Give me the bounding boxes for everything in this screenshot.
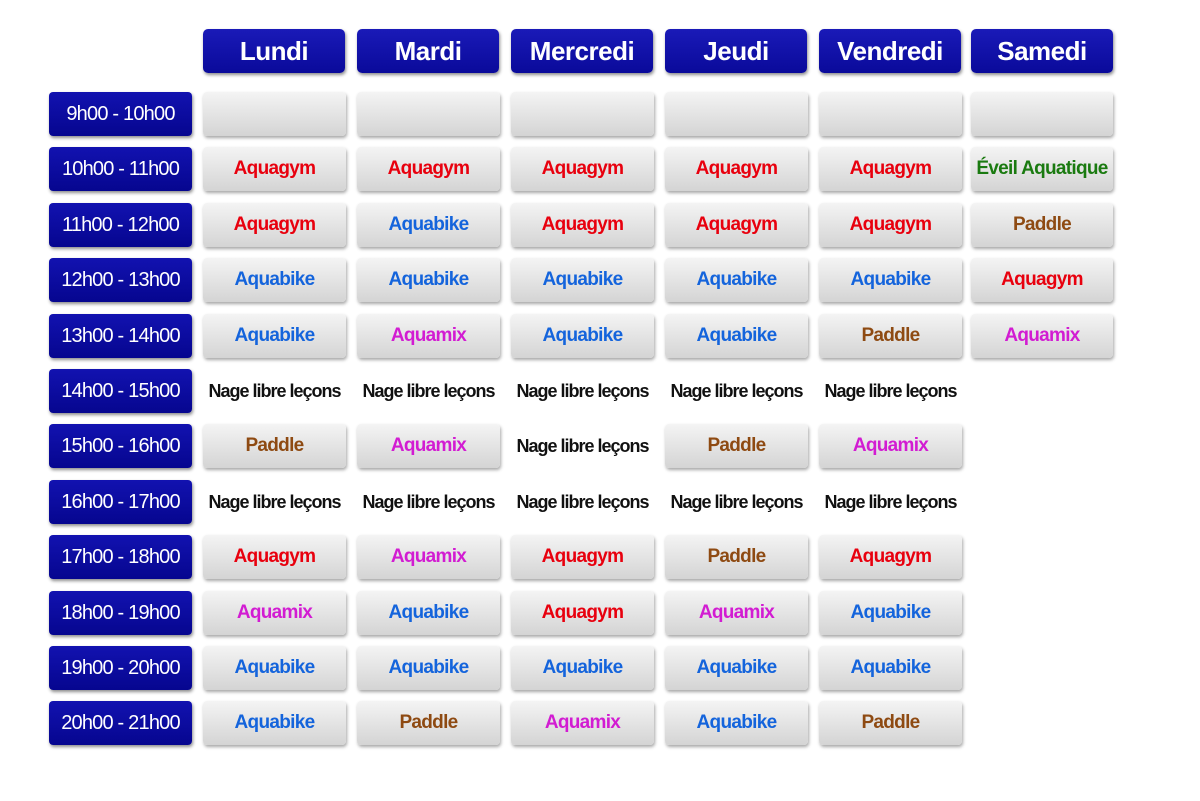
time-slot-label: 16h00 - 17h00 <box>49 480 192 524</box>
schedule-cell: Aquagym <box>511 203 654 247</box>
schedule-cell: Nage libre leçons <box>516 380 649 401</box>
schedule-cell: Aquagym <box>203 535 346 579</box>
day-header-1: Mardi <box>357 29 499 73</box>
schedule-cell: Aquagym <box>819 535 962 579</box>
time-slot-label: 13h00 - 14h00 <box>49 314 192 358</box>
schedule-cell: Paddle <box>819 701 962 745</box>
day-header-0: Lundi <box>203 29 345 73</box>
schedule-cell: Aquagym <box>665 203 808 247</box>
schedule-cell: Aquagym <box>819 147 962 191</box>
schedule-cell: Aquabike <box>203 701 346 745</box>
day-header-2: Mercredi <box>511 29 653 73</box>
schedule-cell: Aquabike <box>357 591 500 635</box>
schedule-cell: Aquagym <box>203 203 346 247</box>
time-slot-label: 14h00 - 15h00 <box>49 369 192 413</box>
schedule-cell: Paddle <box>357 701 500 745</box>
schedule-cell-empty <box>819 92 962 136</box>
schedule-cell: Aquamix <box>971 314 1113 358</box>
schedule-cell: Aquabike <box>357 646 500 690</box>
time-slot-label: 17h00 - 18h00 <box>49 535 192 579</box>
schedule-cell: Aquabike <box>203 314 346 358</box>
schedule-cell: Éveil Aquatique <box>971 147 1113 191</box>
day-header-4: Vendredi <box>819 29 961 73</box>
schedule-cell: Aquagym <box>971 258 1113 302</box>
schedule-cell: Aquabike <box>819 646 962 690</box>
schedule-cell: Aquabike <box>357 203 500 247</box>
schedule-cell: Paddle <box>971 203 1113 247</box>
schedule-cell: Aquamix <box>203 591 346 635</box>
schedule-cell: Nage libre leçons <box>208 491 341 512</box>
schedule-cell: Paddle <box>819 314 962 358</box>
schedule-cell: Aquamix <box>665 591 808 635</box>
schedule-cell: Nage libre leçons <box>824 380 957 401</box>
schedule-cell: Nage libre leçons <box>362 380 495 401</box>
schedule-cell: Nage libre leçons <box>362 491 495 512</box>
schedule-cell: Nage libre leçons <box>208 380 341 401</box>
schedule-cell-empty <box>971 92 1113 136</box>
schedule-cell: Aquamix <box>357 424 500 468</box>
time-slot-label: 19h00 - 20h00 <box>49 646 192 690</box>
time-slot-label: 12h00 - 13h00 <box>49 258 192 302</box>
schedule-cell: Aquabike <box>665 258 808 302</box>
schedule-cell: Nage libre leçons <box>516 435 649 456</box>
time-slot-label: 18h00 - 19h00 <box>49 591 192 635</box>
schedule-cell: Aquamix <box>819 424 962 468</box>
schedule-cell: Aquagym <box>511 535 654 579</box>
schedule-cell: Aquagym <box>357 147 500 191</box>
schedule-cell: Aquabike <box>203 646 346 690</box>
schedule-cell: Aquabike <box>357 258 500 302</box>
schedule-cell: Aquagym <box>511 147 654 191</box>
schedule-cell-empty <box>203 92 346 136</box>
day-header-3: Jeudi <box>665 29 807 73</box>
schedule-cell-empty <box>665 92 808 136</box>
schedule-cell: Aquabike <box>665 701 808 745</box>
schedule-cell: Aquabike <box>819 258 962 302</box>
time-slot-label: 20h00 - 21h00 <box>49 701 192 745</box>
schedule-cell: Aquagym <box>511 591 654 635</box>
time-slot-label: 10h00 - 11h00 <box>49 147 192 191</box>
time-slot-label: 11h00 - 12h00 <box>49 203 192 247</box>
day-header-5: Samedi <box>971 29 1113 73</box>
schedule-cell: Paddle <box>665 535 808 579</box>
schedule-cell: Paddle <box>203 424 346 468</box>
time-slot-label: 9h00 - 10h00 <box>49 92 192 136</box>
schedule-cell: Aquabike <box>819 591 962 635</box>
schedule-cell: Aquabike <box>665 314 808 358</box>
schedule-cell: Aquagym <box>203 147 346 191</box>
schedule-cell-empty <box>357 92 500 136</box>
time-slot-label: 15h00 - 16h00 <box>49 424 192 468</box>
schedule-cell: Nage libre leçons <box>670 380 803 401</box>
schedule-cell: Aquamix <box>511 701 654 745</box>
schedule-cell: Paddle <box>665 424 808 468</box>
schedule-cell: Aquagym <box>665 147 808 191</box>
schedule-cell: Aquamix <box>357 314 500 358</box>
schedule-cell: Nage libre leçons <box>516 491 649 512</box>
schedule-cell: Aquabike <box>665 646 808 690</box>
schedule-cell: Aquabike <box>511 258 654 302</box>
schedule-cell: Aquagym <box>819 203 962 247</box>
schedule-cell: Nage libre leçons <box>824 491 957 512</box>
schedule-cell: Aquamix <box>357 535 500 579</box>
schedule-cell: Aquabike <box>511 314 654 358</box>
schedule-cell: Aquabike <box>511 646 654 690</box>
schedule-cell-empty <box>511 92 654 136</box>
schedule-cell: Aquabike <box>203 258 346 302</box>
schedule-cell: Nage libre leçons <box>670 491 803 512</box>
